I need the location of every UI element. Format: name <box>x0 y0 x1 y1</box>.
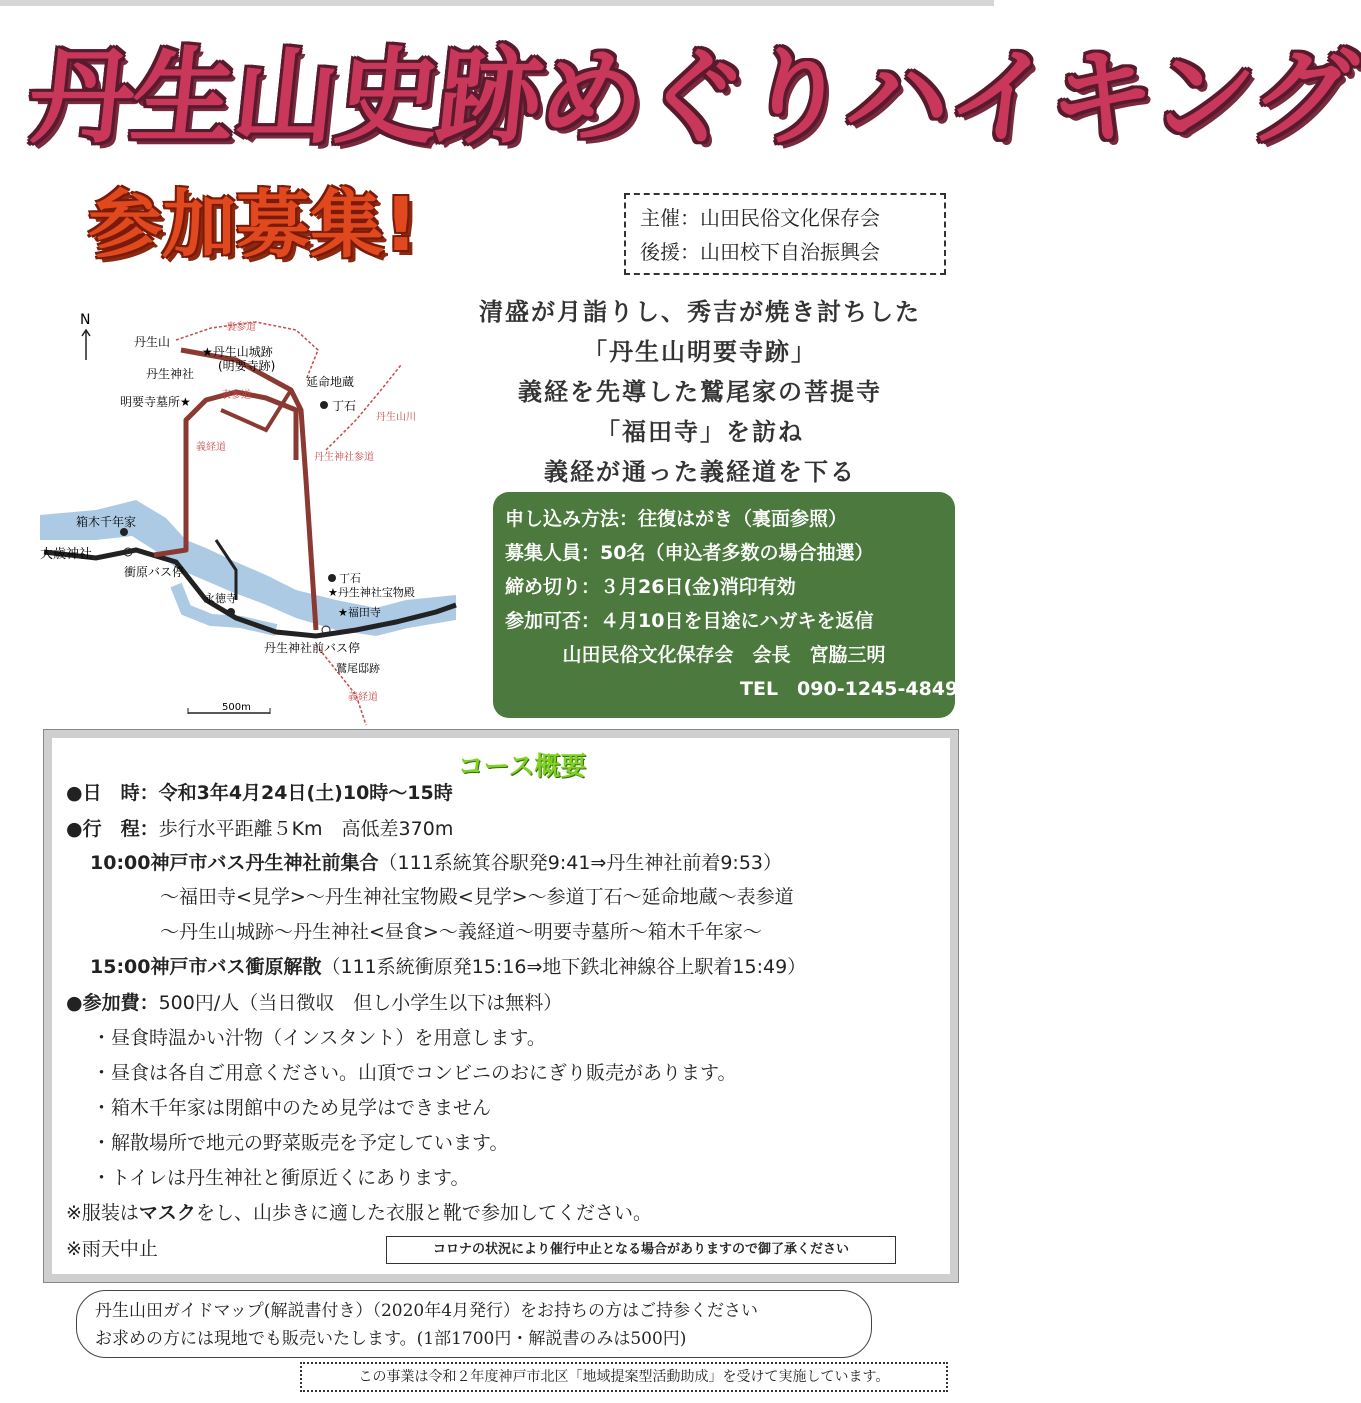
path-line-1: ～福田寺<見学>～丹生神社宝物殿<見学>～参道丁石～延命地蔵～表参道 <box>160 886 794 908</box>
dress-pre: ※服装は <box>66 1202 139 1224</box>
note-5: ・トイレは丹生神社と衝原近くにあります。 <box>92 1167 470 1189</box>
route-map <box>36 300 466 730</box>
info-notice: 参加可否：４月10日を目途にハガキを返信 <box>505 610 874 632</box>
map-label-choishi1: 丁石 <box>332 399 357 413</box>
organizer-box <box>624 193 946 275</box>
hakogi-marker <box>120 528 128 536</box>
intro-text <box>430 292 970 492</box>
intro-line-1: 清盛が月詣りし、秀吉が焼き討ちした <box>479 298 921 326</box>
path-line-2: ～丹生山城跡～丹生神社<昼食>～義経道～明要寺墓所～箱木千年家～ <box>160 921 762 943</box>
choishi-marker-2 <box>328 574 336 582</box>
covid-notice: コロナの状況により催行中止となる場合がありますので御了承ください <box>386 1236 896 1264</box>
info-deadline: 締め切り：３月26日(金)消印有効 <box>505 576 796 598</box>
map-label-grave: 明要寺墓所★ <box>120 395 191 409</box>
map-label-fukudaji: ★福田寺 <box>338 606 381 619</box>
footer-grant-note: この事業は令和２年度神戸市北区「地域提案型活動助成」を受けて実施しています。 <box>300 1362 948 1392</box>
dress-bold: マスク <box>138 1202 196 1224</box>
route-row <box>66 816 453 842</box>
course-overview-panel <box>44 730 958 1282</box>
map-label-washio: 鷲尾邸跡 <box>336 662 380 675</box>
map-label-shrine-bus: 丹生神社前バス停 <box>264 641 361 655</box>
note-1: ・昼食時温かい汁物（インスタント）を用意します。 <box>92 1027 546 1049</box>
map-label-tsukuhara-bus: 衝原バス停 <box>124 565 185 579</box>
start-row <box>90 850 782 876</box>
guide-map-box <box>76 1290 872 1358</box>
intro-line-3: 義経を先導した鷲尾家の菩提寺 <box>518 378 882 406</box>
map-label-yoshitsunedo2: 義経道 <box>348 692 378 703</box>
route-map-svg <box>36 300 466 730</box>
dress-post: をし、山歩きに適した衣服と靴で参加してください。 <box>195 1202 652 1224</box>
eitokuji-marker <box>227 608 235 616</box>
note-4: ・解散場所で地元の野菜販売を予定しています。 <box>92 1132 509 1154</box>
date-time: 10時～15時 <box>342 782 453 804</box>
end-note: （111系統衝原発15:16⇒地下鉄北神線谷上駅着15:49） <box>321 956 807 978</box>
yoshitsunedo-trail <box>316 645 366 725</box>
info-contact: 山田民俗文化保存会 会長 宮脇三明 <box>562 644 886 666</box>
course-heading: コース概要 <box>457 752 587 782</box>
route-label: ●行 程： <box>66 818 159 840</box>
map-label-river: 丹生山川 <box>376 412 416 423</box>
start-note: （111系統箕谷駅発9:41⇒丹生神社前着9:53） <box>378 852 783 874</box>
map-label-hakogi: 箱木千年家 <box>76 515 137 529</box>
end-row <box>90 954 806 980</box>
host-line: 主催：山田民俗文化保存会 <box>640 206 880 230</box>
route-value: 歩行水平距離５Km 高低差370m <box>158 818 454 840</box>
guide-line-1: 丹生山田ガイドマップ(解説書付き）（2020年4月発行）をお持ちの方はご持参ください <box>95 1301 759 1321</box>
info-capacity: 募集人員：50名（申込者多数の場合抽選） <box>505 542 874 564</box>
support-line: 後援：山田校下自治振興会 <box>640 240 880 264</box>
scale-label: 500m <box>222 702 251 713</box>
intro-line-5: 義経が通った義経道を下る <box>544 458 856 486</box>
date-label: ●日 時： <box>66 782 159 804</box>
note-3: ・箱木千年家は閉館中のため見学はできません <box>92 1097 492 1119</box>
map-label-urasando: 裏参道 <box>226 322 256 333</box>
map-label-sando: 丹生神社参道 <box>314 452 374 463</box>
top-edge <box>0 0 994 6</box>
intro-line-4: 「福田寺」を訪ね <box>596 418 804 446</box>
map-label-choishi2: 丁石 <box>339 572 361 585</box>
end-bold: 15:00神戸市バス衝原解散 <box>90 956 322 978</box>
map-label-otoshi: 大歳神社 <box>40 547 93 562</box>
note-2: ・昼食は各自ご用意ください。山頂でコンビニのおにぎり販売があります。 <box>92 1062 737 1084</box>
rain-row: ※雨天中止 <box>66 1238 158 1260</box>
fee-value: 500円/人（当日徴収 但し小学生以下は無料） <box>158 992 563 1014</box>
fee-label: ●参加費： <box>66 992 159 1014</box>
fee-row <box>66 990 562 1016</box>
map-label-shrine: 丹生神社 <box>146 367 195 381</box>
map-label-enmei: 延命地蔵 <box>306 375 355 389</box>
page-title: 丹生山史跡めぐりハイキング <box>23 36 1360 158</box>
map-label-treasury: ★丹生神社宝物殿 <box>328 586 415 599</box>
info-tel: TEL 090-1245-4849 <box>740 678 959 700</box>
start-bold: 10:00神戸市バス丹生神社前集合 <box>90 852 379 874</box>
map-label-omotesando: 表参道 <box>221 390 251 401</box>
dress-row <box>66 1200 652 1226</box>
intro-line-2: 「丹生山明要寺跡」 <box>583 338 817 366</box>
choishi-marker-1 <box>320 401 328 409</box>
map-label-tanjosan: 丹生山 <box>134 335 171 349</box>
date-value: 令和3年4月24日(土) <box>158 782 343 804</box>
map-label-castle: ★丹生山城跡 <box>202 345 273 359</box>
guide-line-2: お求めの方には現地でも販売いたします。(1部1700円・解説書のみは500円) <box>95 1329 687 1349</box>
map-label-eitokuji: 永徳寺 <box>204 592 237 605</box>
date-row <box>66 780 453 806</box>
map-label-myoyoji: (明要寺跡) <box>218 359 276 373</box>
application-info-box <box>493 492 959 718</box>
north-label: N <box>80 312 91 328</box>
map-label-yoshitsunedo: 義経道 <box>196 442 226 453</box>
info-method: 申し込み方法：往復はがき（裏面参照） <box>505 508 848 530</box>
recruitment-subtitle: 参加募集! <box>88 182 418 268</box>
